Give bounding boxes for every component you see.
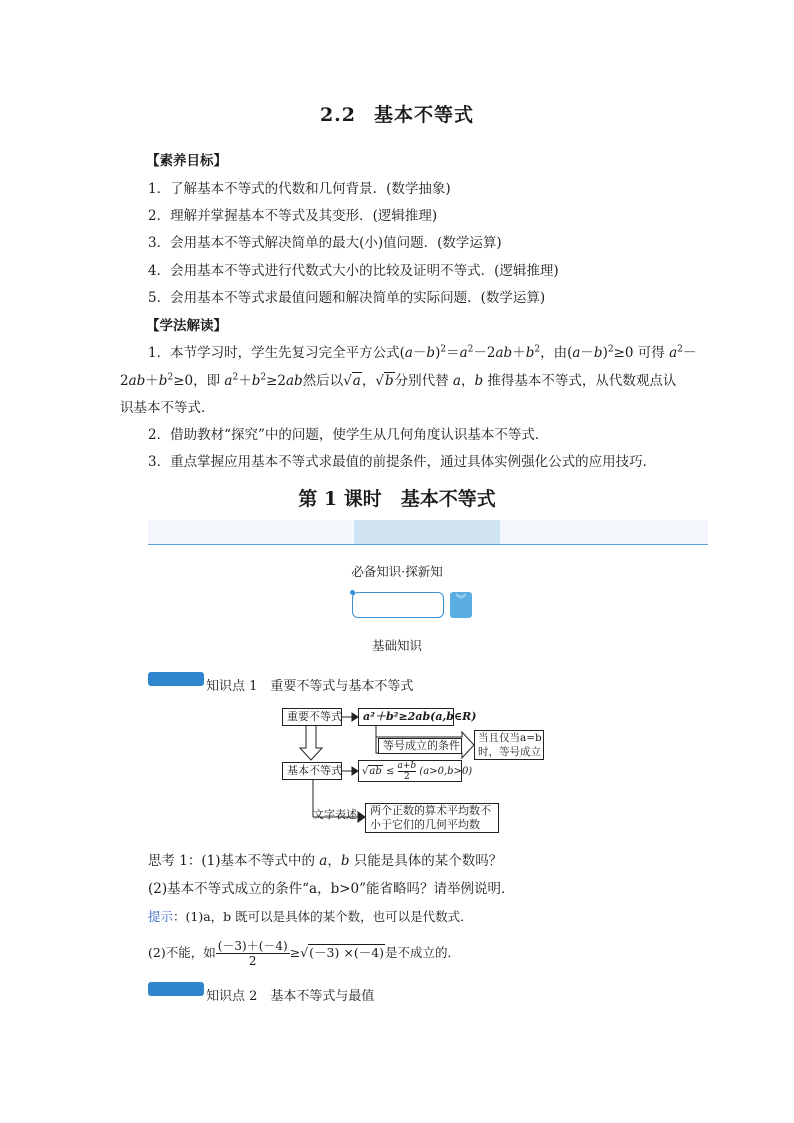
section-number: 2.2 [319, 104, 357, 126]
sqrt-a: √a [343, 373, 361, 389]
basic-inequality-box: 基本不等式 [282, 762, 342, 780]
think-question-1: 思考 1：(1)基本不等式中的 a，b 只能是具体的某个数吗？ [148, 853, 503, 869]
method-paragraph-line-1: 1．本节学习时，学生先复习完全平方公式$(a-b)^2=a^2-2ab+b^2$，由$(a-b)^2\ge 0$ 可得 $a^2-$ [148, 344, 697, 361]
method-heading: 【学法解读】 [146, 318, 227, 334]
goal-item-2: 2．理解并掌握基本不等式及其变形．(逻辑推理) [148, 208, 438, 224]
text-description-line-1: 两个正数的算术平均数不 [370, 804, 491, 817]
text-expression-label: 文字表述 [313, 808, 357, 821]
basic-inequality-formula: √ab ≤ $\frac{a+b}{2} (a>0,b>0)$ [358, 760, 462, 782]
chevron-down-icon[interactable]: ︾ [450, 592, 472, 618]
equality-condition-box: 等号成立的条件 [378, 738, 462, 754]
method-paragraph-line-3: 识基本不等式． [120, 400, 215, 416]
hint-label: 提示 [148, 909, 174, 924]
kp2-label: 知识点 2 基本不等式与最值 [206, 989, 375, 1004]
equality-when-line-1: 当且仅当a=b [478, 732, 542, 744]
important-inequality-box: 重要不等式 [282, 708, 342, 726]
think-question-2: (2)基本不等式成立的条件“a，b>0”能省略吗？请举例说明． [148, 881, 515, 897]
sqrt-b: √b [375, 373, 394, 389]
section-subtitle: 基础知识 [371, 638, 422, 653]
method-item-3: 3．重点掌握应用基本不等式求最值的前提条件，通过具体实例强化公式的应用技巧． [148, 454, 657, 470]
hint-line-1: 提示：(1)a，b 既可以是具体的某个数，也可以是代数式． [148, 909, 473, 924]
method-paragraph-line-2: $2ab+b^2\ge 0$，即 $a^2+b^2\ge 2ab$然后以√a，√b分别代替 a，b 推得基本不等式，从代数观点认 [120, 372, 677, 389]
goal-item-4: 4．会用基本不等式进行代数式大小的比较及证明不等式．(逻辑推理) [148, 263, 559, 279]
goals-heading: 【素养目标】 [146, 153, 227, 169]
equality-when-line-2: 时，等号成立 [478, 746, 541, 758]
text-description-box [365, 803, 499, 833]
text-description-line-2: 小于它们的几何平均数 [370, 818, 480, 831]
lesson-title: 第 1 课时 基本不等式 [298, 488, 496, 510]
kp1-label: 知识点 1 重要不等式与基本不等式 [206, 679, 414, 694]
hint-line-2: (2)不能，如 $\frac{(-3)+(-4)}{2}$ ≥√(－3) ×(－4)是不成立的． [148, 939, 461, 968]
important-inequality-formula: a²＋b²≥2ab(a,b∈R) [358, 708, 454, 726]
section-label: 必备知识·探新知 [351, 564, 443, 579]
equality-when-box [474, 730, 544, 760]
method-item-2: 2．借助教材“探究”中的问题，使学生从几何角度认识基本不等式． [148, 427, 549, 443]
section-title: 基本不等式 [374, 104, 475, 126]
goal-item-3: 3．会用基本不等式解决简单的最大(小)值问题．(数学运算) [148, 235, 502, 251]
kp2-tag [148, 982, 204, 996]
goal-item-1: 1．了解基本不等式的代数和几何背景．(数学抽象) [148, 181, 451, 197]
goal-item-5: 5．会用基本不等式求最值问题和解决简单的实际问题．(数学运算) [148, 290, 546, 306]
